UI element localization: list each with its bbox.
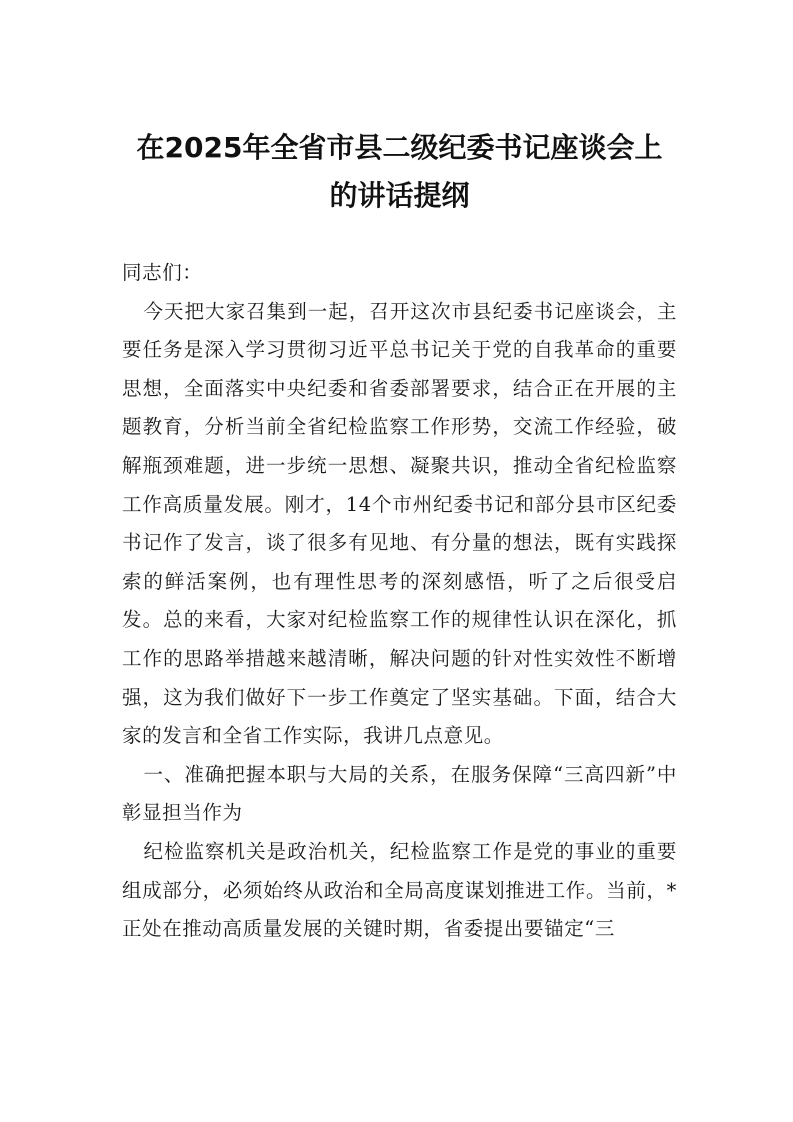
title-line-2: 的讲话提纲 xyxy=(329,179,470,212)
opening-paragraph: 今天把大家召集到一起，召开这次市县纪委书记座谈会，主要任务是深入学习贯彻习近平总书记关于党的自我革命的重要思想，全面落实中央纪委和省委部署要求，结合正在开展的主题教育，分析当前全省纪检监察工作形势，交流工作经验，破解瓶颈难题，进一步统一思想、凝聚共识，推动全省纪检监察工作高质量发展。刚才，14个市州纪委书记和部分县市区纪委书记作了发言，谈了很多有见地、有分量的想法，既有实践探索的鲜活案例，也有理性思考的深刻感悟，听了之后很受启发。总的来看，大家对纪检监察工作的规律性认识在深化，抓工作的思路举措越来越清晰，解决问题的针对性实效性不断增强，这为我们做好下一步工作奠定了坚实基础。下面，结合大家的发言和全省工作实际，我讲几点意见。 xyxy=(122,299,677,748)
document-title xyxy=(122,124,677,220)
salutation: 同志们： xyxy=(122,261,203,284)
section-paragraph-1: 纪检监察机关是政治机关，纪检监察工作是党的事业的重要组成部分，必须始终从政治和全局高度谋划推进工作。当前，*正处在推动高质量发展的关键时期，省委提出要锚定“三 xyxy=(122,839,677,941)
section-heading-1: 一、准确把握本职与大局的关系，在服务保障“三高四新”中彰显担当作为 xyxy=(122,762,677,825)
title-line-1: 在2025年全省市县二级纪委书记座谈会上 xyxy=(136,131,663,164)
